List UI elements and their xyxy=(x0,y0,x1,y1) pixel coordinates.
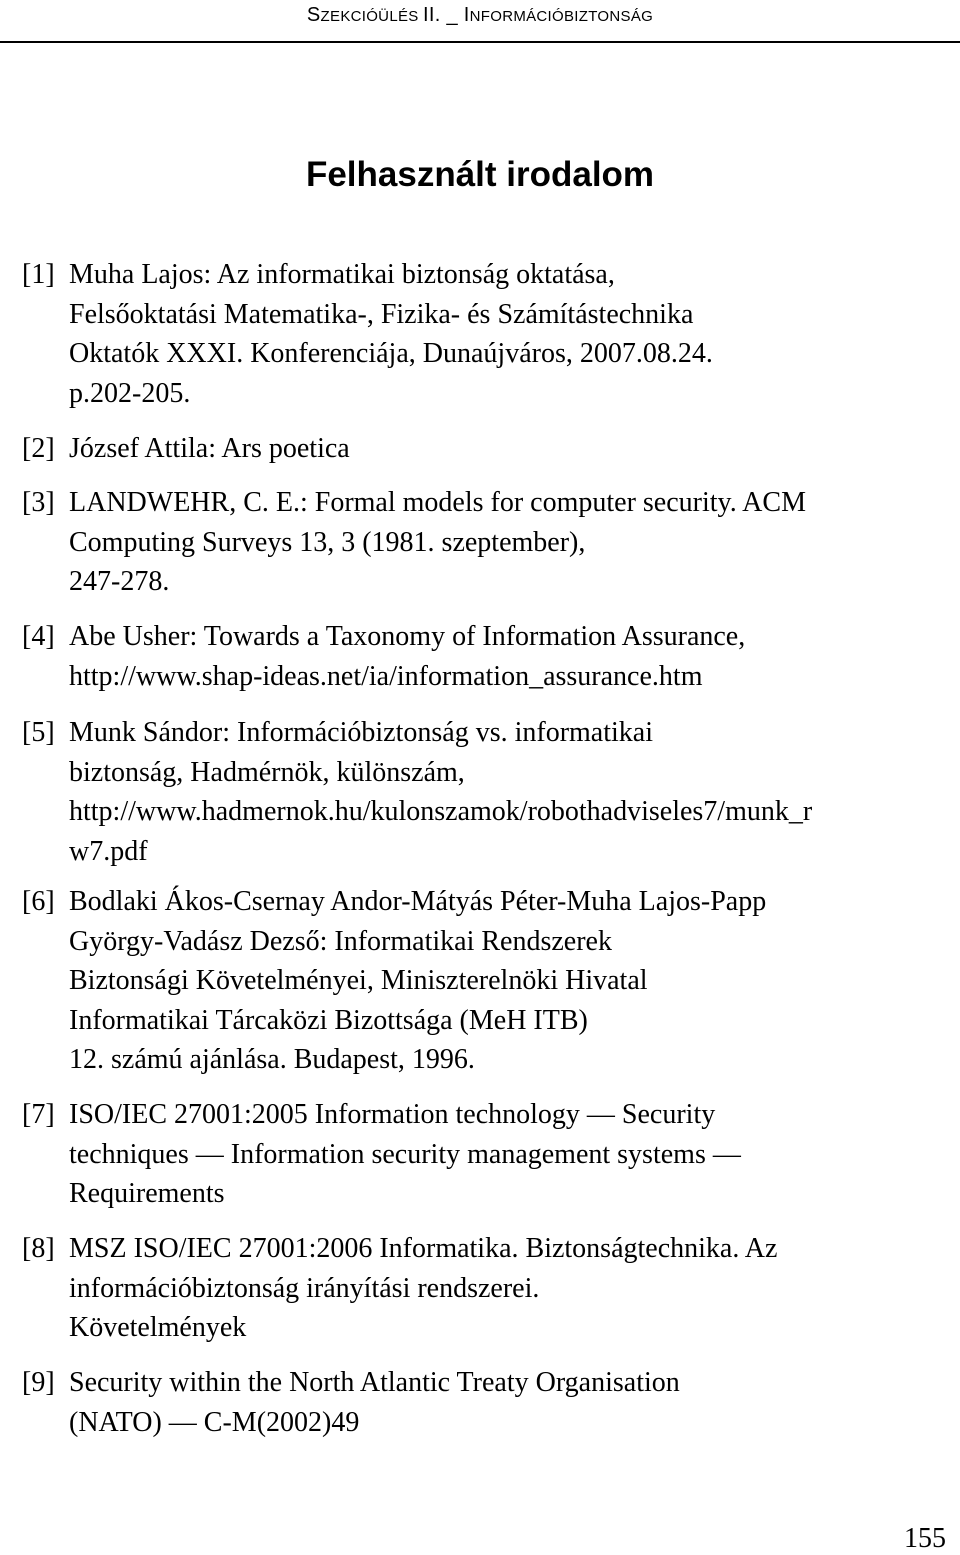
reference-line: w7.pdf xyxy=(69,835,148,867)
reference-line: Abe Usher: Towards a Taxonomy of Information Assurance, xyxy=(69,621,746,652)
reference-number: [4] xyxy=(22,621,55,652)
reference-line: ISO/IEC 27001:2005 Information technology ― Security xyxy=(69,1099,716,1130)
reference-line: Informatikai Tárcaközi Bizottsága (MeH ITB) xyxy=(69,1004,588,1036)
reference-text xyxy=(69,255,713,413)
reference-item xyxy=(22,617,947,696)
reference-number: [5] xyxy=(22,717,55,748)
reference-number: [3] xyxy=(22,487,55,518)
reference-text xyxy=(69,1095,741,1214)
reference-text xyxy=(69,1363,680,1442)
page-title: Felhasznált irodalom xyxy=(305,155,655,194)
header-part-2: II. _ I xyxy=(423,4,470,26)
reference-item xyxy=(22,429,947,469)
reference-item xyxy=(22,1229,947,1348)
reference-item xyxy=(22,713,947,871)
reference-line: információbiztonság irányítási rendszerei. xyxy=(69,1272,540,1304)
reference-line: Bodlaki Ákos-Csernay Andor-Mátyás Péter-Muha Lajos-Papp xyxy=(69,886,767,917)
reference-text xyxy=(69,617,745,696)
reference-item xyxy=(22,483,947,602)
reference-line: (NATO) ― C-M(2002)49 xyxy=(69,1406,360,1438)
reference-number: [6] xyxy=(22,886,55,917)
reference-line: Munk Sándor: Információbiztonság vs. informatikai xyxy=(69,717,653,748)
reference-line: techniques ― Information security management systems ― xyxy=(69,1138,741,1170)
reference-line: biztonság, Hadmérnök, különszám, xyxy=(69,756,465,788)
reference-number: [8] xyxy=(22,1233,55,1264)
reference-item xyxy=(22,255,947,413)
reference-text xyxy=(69,1229,777,1348)
reference-number: [9] xyxy=(22,1367,55,1398)
reference-line: György-Vadász Dezső: Informatikai Rendszerek xyxy=(69,925,612,957)
reference-line: Requirements xyxy=(69,1178,225,1209)
reference-line: Muha Lajos: Az informatikai biztonság oktatása, xyxy=(69,259,615,290)
reference-line: p.202-205. xyxy=(69,377,191,409)
header-rule xyxy=(0,41,960,43)
reference-line: 12. számú ajánlása. Budapest, 1996. xyxy=(69,1044,475,1075)
reference-line: Biztonsági Követelményei, Miniszterelnöki Hivatal xyxy=(69,965,648,996)
reference-text xyxy=(69,713,812,871)
reference-line: LANDWEHR, C. E.: Formal models for computer security. ACM xyxy=(69,487,806,518)
reference-line: http://www.shap-ideas.net/ia/information_assurance.htm xyxy=(69,660,703,692)
reference-line: Követelmények xyxy=(69,1312,247,1343)
reference-line: MSZ ISO/IEC 27001:2006 Informatika. Biztonságtechnika. Az xyxy=(69,1233,778,1264)
reference-text xyxy=(69,429,350,469)
reference-text xyxy=(69,483,806,602)
reference-line: 247-278. xyxy=(69,566,170,597)
reference-text xyxy=(69,882,766,1080)
running-header xyxy=(0,4,960,27)
header-part-3: NFORMÁCIÓBIZTONSÁG xyxy=(469,8,654,25)
reference-item xyxy=(22,1363,947,1442)
reference-line: Computing Surveys 13, 3 (1981. szeptember), xyxy=(69,526,586,558)
header-part-0: S xyxy=(306,4,321,26)
reference-line: Oktatók XXXI. Konferenciája, Dunaújváros, 2007.08.24. xyxy=(69,338,713,369)
reference-number: [2] xyxy=(22,433,55,464)
header-part-1: ZEKCIÓÜLÉS xyxy=(320,8,424,25)
page-number: 155 xyxy=(904,1523,946,1554)
reference-line: Security within the North Atlantic Treaty Organisation xyxy=(69,1367,680,1398)
reference-item xyxy=(22,1095,947,1214)
reference-number: [7] xyxy=(22,1099,55,1130)
reference-item xyxy=(22,882,947,1080)
reference-line: http://www.hadmernok.hu/kulonszamok/robothadviseles7/munk_r xyxy=(69,796,813,827)
reference-line: József Attila: Ars poetica xyxy=(69,433,350,464)
reference-line: Felsőoktatási Matematika-, Fizika- és Számítástechnika xyxy=(69,298,694,330)
reference-number: [1] xyxy=(22,259,55,290)
